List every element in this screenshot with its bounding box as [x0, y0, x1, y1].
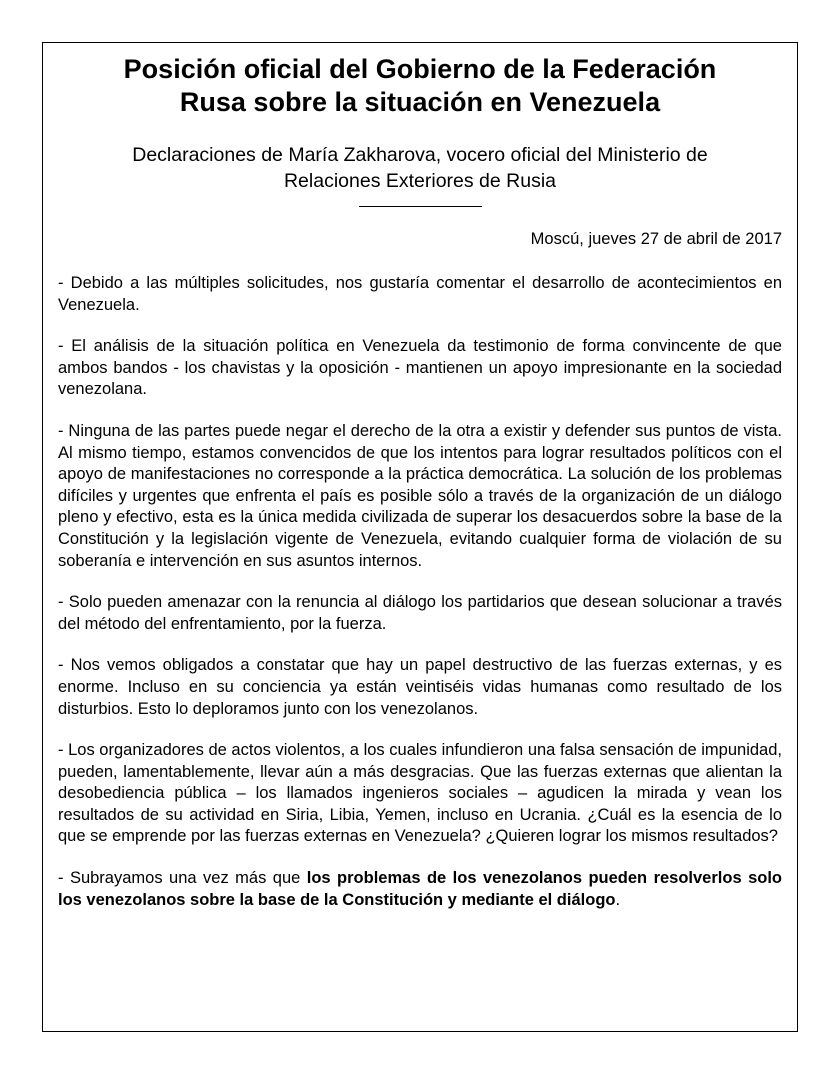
subtitle-line-2: Relaciones Exteriores de Rusia [283, 170, 557, 192]
paragraph-2: - El análisis de la situación política en Venezuela da testimonio de forma convincente de que ambos bandos - los chavistas y la oposición - mantienen un apoyo impresionante en la sociedad venezolana. [58, 337, 782, 399]
paragraph-4: - Solo pueden amenazar con la renuncia al diálogo los partidarios que desean solucionar a través del método del enfrentamiento, por la fuerza. [58, 593, 782, 633]
subtitle-line-1: Declaraciones de María Zakharova, vocero oficial del Ministerio de [132, 144, 708, 166]
paragraph-3: - Ninguna de las partes puede negar el derecho de la otra a existir y defender sus puntos de vista. Al mismo tiempo, estamos convencidos de que los intentos para lograr resultados políticos con el apoyo de manifestaciones no corresponde a la práctica democrática. La solución de los problemas difíciles y urgentes que enfrenta el país es posible sólo a través de la organización de un diálogo pleno y efectivo, esta es la única medida civilizada de superar los desacuerdos sobre la base de la Constitución y la legislación vigente de Venezuela, evitando cualquier forma de violación de su soberanía e intervención en sus asuntos internos. [58, 421, 782, 570]
separator-rule [359, 206, 482, 207]
final-paragraph-prefix: - Subrayamos una vez más que [58, 869, 307, 888]
dateline: Moscú, jueves 27 de abril de 2017 [530, 230, 782, 248]
final-paragraph-suffix: . [615, 890, 621, 909]
document-subtitle [58, 142, 782, 194]
document-frame [42, 42, 798, 1032]
paragraph-7 [58, 868, 782, 911]
paragraph-6: - Los organizadores de actos violentos, a los cuales infundieron una falsa sensación de impunidad, pueden, lamentablemente, llevar aún a más desgracias. Que las fuerzas externas que alientan la desobediencia pública – los llamados ingenieros sociales – agudicen la mirada y vean los resultados de su actividad en Siria, Libia, Yemen, incluso en Ucrania. ¿Cuál es la esencia de lo que se emprende por las fuerzas externas en Venezuela? ¿Quieren lograr los mismos resultados? [58, 741, 782, 846]
paragraph-1: - Debido a las múltiples solicitudes, nos gustaría comentar el desarrollo de acontecimientos en Venezuela. [58, 274, 782, 314]
title-line-1: Posición oficial del Gobierno de la Federación [123, 54, 717, 84]
document-title [58, 53, 782, 119]
final-paragraph-bold: los problemas de los venezolanos pueden resolverlos solo los venezolanos sobre la base de la Constitución y mediante el diálogo [58, 869, 782, 909]
paragraph-5: - Nos vemos obligados a constatar que hay un papel destructivo de las fuerzas externas, y es enorme. Incluso en su conciencia ya están veintiséis vidas humanas como resultado de los disturbios. Esto lo deploramos junto con los venezolanos. [58, 656, 782, 718]
title-line-2: Rusa sobre la situación en Venezuela [179, 87, 661, 117]
